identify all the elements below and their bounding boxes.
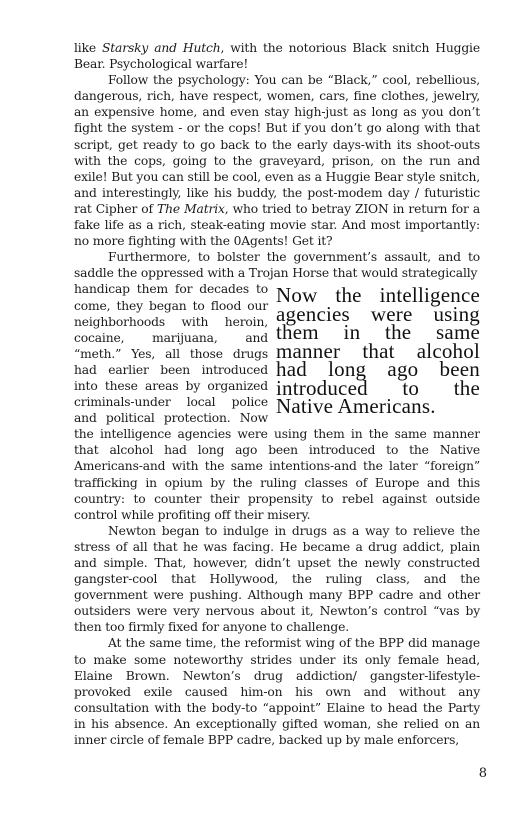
- paragraph-5: At the same time, the reformist wing of the BPP did manage to make some noteworthy strides under its only female head, Elaine Brown. Newton’s drug addiction/ gangster-lifestyle-provoked exile caused him-on his own and without any consultation with the body-to “appoint” Elaine to head the Party in his absence. An exceptionally gifted woman, she relied on an inner circle of female BPP cadre, backed up by male enforcers,: [74, 636, 480, 748]
- page-number: 8: [478, 766, 487, 781]
- page-body: [74, 40, 480, 748]
- paragraph-3-body: handicap them for decades to come, they began to flood our neighborhoods with heroin, cocaine, marijuana, and “meth.” Yes, all those drugs had earlier been introduced into these areas by organized criminals-under local police and political protection. Now the intelligence agencies were using them in the same manner that alcohol had long ago been introduced to the Native Americans-and with the same intentions-and the later “foreign” trafficking in opium by the ruling classes of Europe and this country: to counter their propensity to rebel against outside control while profiting off their misery.: [74, 282, 480, 522]
- pull-quote: Now the intelligence agencies were using them in the same manner that alcohol had long ago been introduced to the Native Americans.: [276, 283, 480, 419]
- paragraph-1: like Starsky and Hutch, with the notorious Black snitch Huggie Bear. Psychological warfare!: [74, 41, 480, 72]
- film-title-the-matrix: The Matrix: [157, 201, 225, 216]
- paragraph-3-with-pullquote: [74, 281, 480, 522]
- paragraph-4: Newton began to indulge in drugs as a way to relieve the stress of all that he was facing. He became a drug addict, plain and simple. That, however, didn’t upset the newly constructed gangster-cool that Hollywood, the ruling class, and the government were pushing. Although many BPP cadre and other outsiders were very nervous about it, Newton’s control “vas by then too firmly fixed for anyone to challenge.: [74, 523, 480, 635]
- paragraph-2: Follow the psychology: You can be “Black,” cool, rebellious, dangerous, rich, have respect, women, cars, fine clothes, jewelry, an expensive home, and even stay high-just as long as you don’t fight the system - or the cops! But if you don’t go along with that script, get ready to go back to the early days-with its shoot-outs with the cops, going to the graveyard, prison, on the run and exile! But you can still be cool, even as a Huggie Bear style snitch, and interestingly, like his buddy, the post-modem day / futuristic rat Cipher of The Matrix, who tried to betray ZION in return for a fake life as a rich, steak-eating movie star. And most importantly: no more fighting with the 0Agents! Get it?: [74, 73, 480, 249]
- paragraph-3-intro: Furthermore, to bolster the government’s assault, and to saddle the oppressed with a Trojan Horse that would strategically: [74, 250, 480, 281]
- film-title-starsky-and-hutch: Starsky and Hutch: [101, 41, 221, 55]
